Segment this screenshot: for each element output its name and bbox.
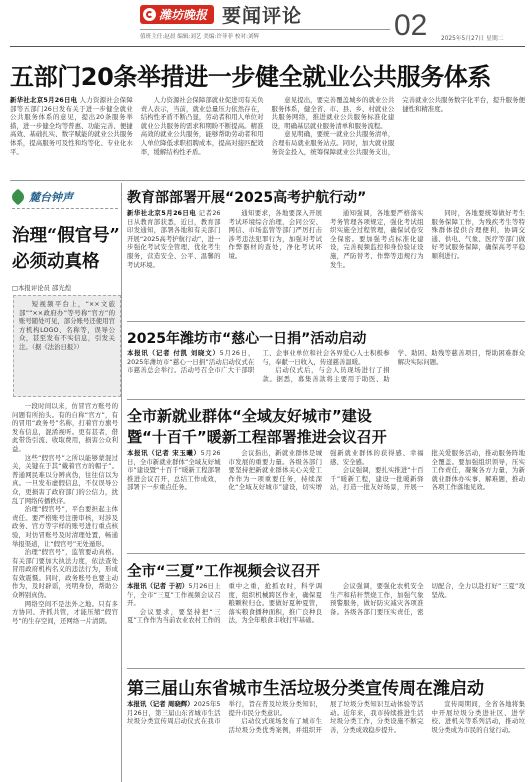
gaokao-dateline: 新华社北京5月26日电: [127, 209, 197, 217]
xinjiuye-headline-line-1: 全市新就业群体“全域友好城市”建设: [127, 407, 372, 425]
article-divider: [127, 668, 525, 669]
commentary-tag-rule: [12, 208, 118, 209]
commentary-paragraph: 治理“假官号”，平台要担起主体责任。要严格账号注册审核，对涉及政务、官方等字样的账号进行重点核验，对仿冒账号及时清理处置，畅通举报渠道，让“假官号”无处遁形。: [12, 505, 118, 548]
gaokao-paragraph: 通知强调，各地要严格落实考务管理各项规定，强化考试组织实施全过程管理，确保试卷安全保密。要加强考点标准化建设，完善视频监控和身份验证设施，严防替考、作弊等违规行为发生。: [330, 209, 424, 269]
lead-headline: 五部门20条举措进一步健全就业公共服务体系: [10, 63, 491, 91]
logo-emblem-icon: [143, 8, 156, 21]
section-title: 要闻评论: [222, 5, 303, 27]
staff-credits: 值班主任:赵晨 编辑:刘艺 美编:许菲菲 校对:刘辉: [140, 34, 260, 40]
lead-paragraph: [10, 96, 133, 156]
xinjiuye-body: [127, 449, 525, 549]
commentary-headline-line-2: 必须动真格: [12, 252, 100, 272]
sanxia-body: [127, 582, 525, 664]
gaokao-paragraph-text: 记者26日从教育部获悉，近日，教育部印发通知，部署各地和有关部门开展“2025高考护航行动”，进一步强化考试安全管理、优化考生服务，营造安全、公平、温馨的考试环境。: [127, 209, 221, 269]
cixin-paragraph: 启动仪式后，与会人员现场进行了捐款。据悉，募集善款将主要用于助医、助学、助困、助残等慈善项目，帮助困难群众解决实际问题。: [262, 349, 525, 383]
cixin-headline: 2025年潍坊市“慈心一日捐”活动启动: [127, 331, 367, 347]
commentary-byline: □本报评论员 邵光煌: [12, 284, 72, 292]
masthead-bottom-rule: [10, 46, 525, 47]
sanxia-paragraph: [127, 582, 221, 608]
sanxia-headline: 全市“三夏”工作视频会议召开: [127, 564, 321, 580]
cixin-dateline: 本报讯（记者 付凯 刘晓文）: [127, 349, 220, 357]
commentary-paragraph: 一段时间以来，仿冒官方账号的问题有所抬头。有的自称“官方”，有的冒用“政务号”名称，打着官方旗号发布信息，混淆视听。更有甚者，借此带货引流、收取费用，损害公众利益。: [12, 402, 118, 453]
laji-body: [127, 700, 525, 780]
logo-text: 潍坊晚报: [159, 8, 208, 22]
sanxia-paragraph-text: 5月26日上午，全市“三夏”工作视频会议召开。: [127, 582, 221, 608]
cixin-body: [127, 349, 525, 395]
commentary-paragraph: 治理“假官号”，监管要动真格。有关部门要加大执法力度，依法查处冒用政府机构名义的违法行为，形成有效震慑。同时，政务账号也要主动作为，及时辟谣，亮明身份，帮助公众辨别真伪。: [12, 548, 118, 600]
column-divider: [121, 183, 122, 782]
lead-paragraph: 意见明确，要统一就业公共服务清单，合理布局就业服务站点。同时，加大就业服务资金投入，统筹保障就业公共服务支出，完善就业公共服务数字化平台，提升服务便捷性和精准度。: [271, 96, 525, 156]
xinjiuye-paragraph-text: 5月26日，全市新就业群体“全域友好城市”建设暨“十百千”暖新工程部署推进会议召开，总结工作成效，部署下一步重点任务。: [127, 449, 221, 492]
sanxia-paragraph: 会议强调，要强化农机安全生产和秸秆禁烧工作，加强气象预警服务，做好防灾减灾各项准备。各级各部门要压实责任，密切配合，全力以赴打好“三夏”攻坚战。: [330, 582, 525, 616]
leaf-icon: [10, 189, 27, 206]
commentary-body: [12, 402, 118, 780]
gaokao-paragraph: 同时，各地要统筹做好考生服务保障工作，为残疾考生等特殊群体提供合理便利，协调交通、供电、气象、医疗等部门做好考试服务保障，确保高考平稳顺利进行。: [431, 209, 525, 260]
xinjiuye-paragraph: 会议指出，新就业群体是城市发展的重要力量。各级各部门要坚持把新就业群体关心关爱工作作为一项重要任务，持续深化“全域友好城市”建设，切实增强新就业群体的获得感、幸福感、安全感。: [228, 449, 424, 492]
masthead-divider: [140, 29, 390, 30]
lead-dateline: 新华社北京5月26日电: [10, 96, 78, 104]
page-number: 02: [394, 9, 428, 42]
laji-paragraph-text: 2025年5月26日，第三届山东省城市生活垃圾分类宣传周启动仪式在我市举行，旨在普及垃圾分类知识，提升市民分类意识。: [127, 700, 322, 726]
xinjiuye-dateline: 本报讯（记者 宋玉曦）: [127, 449, 201, 457]
laji-paragraph: 启动仪式现场发布了城市生活垃圾分类优秀案例，并组织开展了垃圾分类知识互动体验等活动。近年来，我市持续推进生活垃圾分类工作，分类设施不断完善，分类成效稳步提升。: [228, 700, 424, 734]
laji-dateline: 本报讯（记者 周晓辉）: [127, 700, 194, 708]
commentary-paragraph: 这些“假官号”之所以能够蒙混过关，关键在于其“戴着官方的帽子”。普通网民难以分辨真伪，往往信以为真。一旦发布虚假信息，不仅误导公众，更损害了政府部门的公信力，扰乱了网络传播秩序。: [12, 453, 118, 505]
commentary-tag-text: 麓台钟声: [29, 191, 73, 204]
sanxia-paragraph: 会议要求，要坚持把“三夏”工作作为当前农业农村工作的重中之重，抢抓农时，科学调度，组织机械跨区作业，确保夏粮颗粒归仓。要做好夏种夏管，落实粮食播种面积，推广良种良法，为全年粮食丰收打牢基础。: [127, 582, 322, 625]
issue-date: 2025年5月27日 星期二: [441, 36, 504, 42]
gaokao-headline: 教育部部署开展“2025高考护航行动”: [127, 190, 367, 206]
newspaper-logo: [140, 5, 214, 24]
commentary-paragraph: 网络空间不是法外之地。只有多方协同、齐抓共管，才能压缩“假官号”的生存空间，还网络一片清朗。: [12, 599, 118, 625]
xinjiuye-paragraph: 会议强调，要扎实推进“十百千”暖新工程，建设一批暖新驿站，打造一批友好场景，开展一批关爱服务活动，推动服务阵地全覆盖。要加强组织领导，压实工作责任，凝聚各方力量，为新就业群体办实事、解难题，推动各项工作落地见效。: [330, 449, 525, 492]
lead-body: [10, 96, 525, 176]
commentary-tag: [12, 190, 73, 204]
cixin-paragraph-text: 5月26日，2025年潍坊市“慈心一日捐”活动启动仪式在市慈善总会举行。活动号召全市广大干部职工、企事业单位和社会各界爱心人士积极参与，奉献一日收入，传递慈善温暖。: [127, 349, 390, 375]
lead-bottom-rule: [10, 180, 525, 181]
lead-paragraph: 人力资源社会保障部就业促进司有关负责人表示，当前，就业总量压力依然存在，结构性矛盾不断凸显，劳动者和用人单位对就业公共服务的需求和期盼不断提高。精准高效的就业公共服务，能够帮助劳动者和用人单位降低求职招聘成本，提高对接匹配效率，缓解结构性矛盾。: [140, 96, 264, 156]
lead-paragraph-text: 人力资源社会保障部等五部门26日发布关于进一步健全就业公共服务体系的意见，提出20条服务举措，进一步健全均等普惠、功能完善、便捷高效、基础扎实、数字赋能的就业公共服务体系，提高服务可及性和均等化、专业化水平。: [10, 96, 133, 156]
commentary-summary-box: [13, 295, 121, 397]
article-divider: [127, 399, 525, 400]
laji-headline: 第三届山东省城市生活垃圾分类宣传周在潍启动: [127, 679, 484, 699]
laji-paragraph: 宣传周期间，全省各地将集中开展垃圾分类进社区、进学校、进机关等系列活动，推动垃圾分类成为市民的自觉行动。: [431, 700, 525, 734]
commentary-headline-line-1: 治理“假官号”: [12, 226, 120, 246]
gaokao-paragraph: 通知要求，各地要深入开展考试环境综合治理，会同公安、网信、市场监管等部门严厉打击涉考违法犯罪行为，加强对考试作弊器材的查处，净化考试环境。: [228, 209, 322, 260]
article-divider: [127, 553, 525, 554]
commentary-summary: 短视频平台上，“××文旅部”“××政府办”等号称“官方”的账号随处可见，部分账号还使用官方机构LOGO、名称等，误导公众，甚至发布不实信息，引发关注。（据《法治日报》）: [19, 300, 115, 351]
sanxia-dateline: 本报讯（记者 于初）: [127, 582, 189, 590]
gaokao-paragraph: [127, 209, 221, 269]
article-divider: [127, 321, 525, 322]
xinjiuye-headline-line-2: 暨“十百千”暖新工程部署推进会议召开: [127, 428, 387, 446]
lead-paragraph: 意见提出，要完善覆盖城乡的就业公共服务体系，健全省、市、县、乡、村就业公共服务网络，推进就业公共服务标准化建设，明确基层就业服务清单和服务流程。: [271, 96, 395, 130]
gaokao-body: [127, 209, 525, 317]
xinjiuye-paragraph: [127, 449, 221, 492]
